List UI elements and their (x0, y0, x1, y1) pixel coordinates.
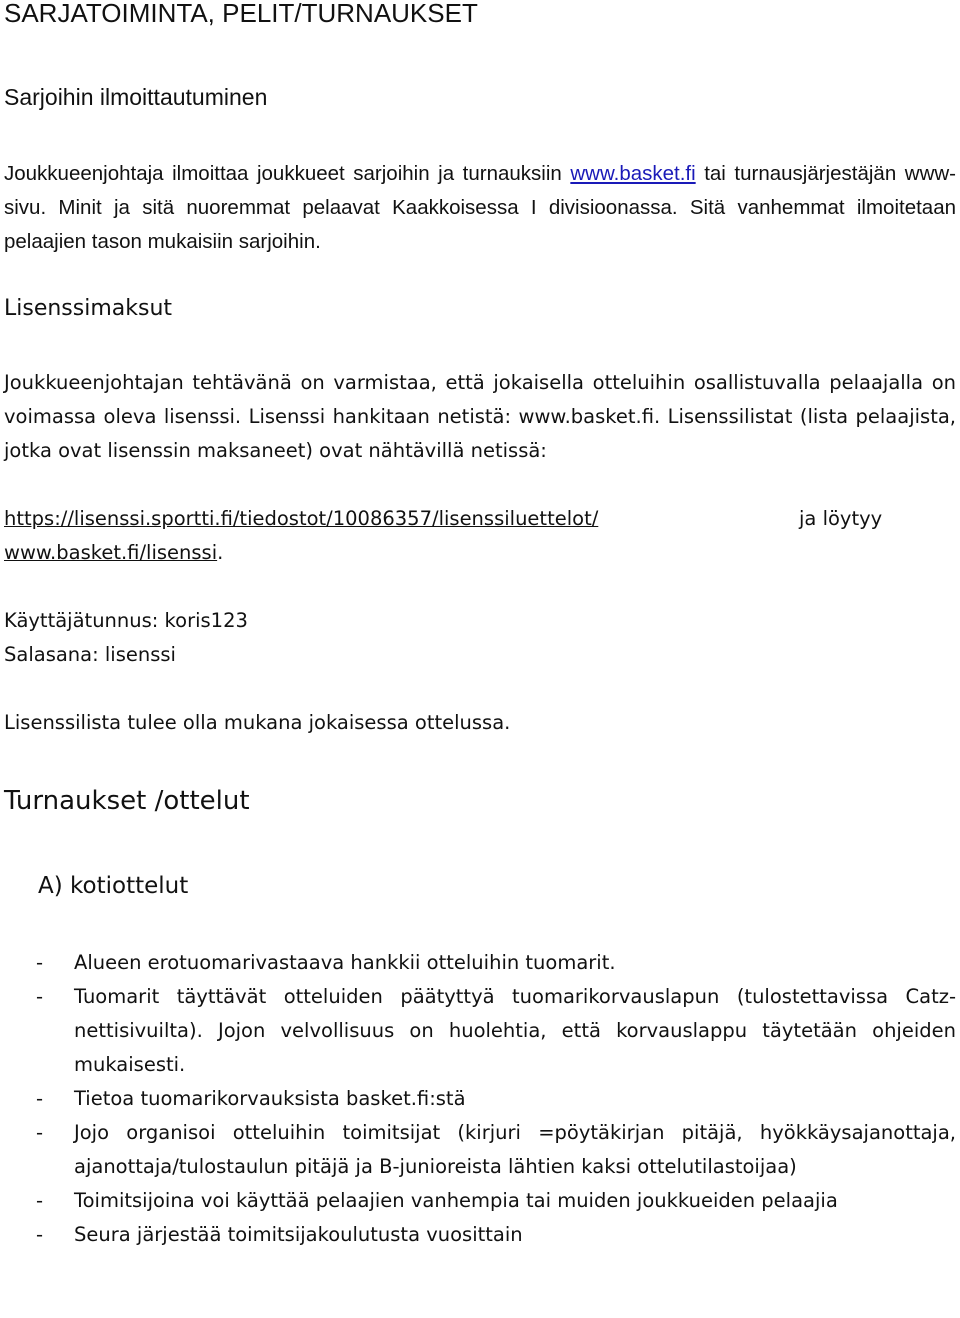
registration-text-before-link: Joukkueenjohtaja ilmoittaa joukkueet sarjoihin ja turnauksiin (4, 162, 571, 185)
list-item: - Toimitsijoina voi käyttää pelaajien vanhempia tai muiden joukkueiden pelaajia (4, 1184, 956, 1218)
home-games-subheading: A) kotiottelut (38, 873, 189, 899)
page-title: SARJATOIMINTA, PELIT/TURNAUKSET (4, 0, 478, 28)
list-dash: - (36, 1189, 44, 1212)
list-item: - Tuomarit täyttävät otteluiden päätyttyä tuomarikorvauslapun (tulostettavissa Catz-nettisivuilta). Jojon velvollisuus on huolehtia, että korvauslappu täytetään ohjeiden mukaisesti. (4, 980, 956, 1082)
registration-text-after-link: tai turnausjärjestäjän www-sivu. Minit ja sitä nuoremmat pelaavat Kaakkoisessa I divisioonassa. Sitä vanhemmat ilmoitetaan pelaajien tason mukaisiin sarjoihin. (4, 162, 956, 253)
license-link2-row (4, 536, 223, 570)
username-text: Käyttäjätunnus: koris123 (4, 609, 248, 632)
basket-link[interactable]: www.basket.fi (570, 162, 696, 185)
list-dash: - (36, 1121, 44, 1144)
license-note: Lisenssilista tulee olla mukana jokaisessa ottelussa. (4, 711, 511, 734)
license-between-text: ja löytyy (799, 507, 883, 530)
license-link2-suffix: . (217, 541, 224, 564)
list-item: - Alueen erotuomarivastaava hankkii otteluihin tuomarit. (4, 946, 956, 980)
lisenssi-sportti-link[interactable]: https://lisenssi.sportti.fi/tiedostot/10086357/lisenssiluettelot/ (4, 507, 599, 530)
list-dash: - (36, 1223, 44, 1246)
registration-heading: Sarjoihin ilmoittautuminen (4, 84, 268, 110)
tournaments-heading: Turnaukset /ottelut (4, 786, 250, 816)
license-paragraph: Joukkueenjohtajan tehtävänä on varmistaa, että jokaisella otteluihin osallistuvalla pelaajalla on voimassa oleva lisenssi. Lisenssi hankitaan netistä: www.basket.fi. Lisenssilistat (lista pelaajista, jotka ovat lisenssin maksaneet) ovat nähtävillä netissä: (4, 371, 956, 462)
list-item: - Tietoa tuomarikorvauksista basket.fi:stä (4, 1082, 956, 1116)
basket-lisenssi-link[interactable]: www.basket.fi/lisenssi (4, 541, 218, 564)
list-item: - Jojo organisoi otteluihin toimitsijat (kirjuri =pöytäkirjan pitäjä, hyökkäysajanottaja, ajanottaja/tulostaulun pitäjä ja B-junioreista lähtien kaksi ottelutilastoijaa) (4, 1116, 956, 1184)
list-item: - Seura järjestää toimitsijakoulutusta vuosittain (4, 1218, 956, 1252)
list-dash: - (36, 985, 44, 1008)
password-text: Salasana: lisenssi (4, 643, 176, 666)
home-games-list (4, 946, 956, 1252)
license-link-row (4, 502, 956, 536)
list-dash: - (36, 1087, 44, 1110)
list-dash: - (36, 951, 44, 974)
license-heading: Lisenssimaksut (4, 296, 173, 321)
registration-paragraph (4, 157, 956, 259)
